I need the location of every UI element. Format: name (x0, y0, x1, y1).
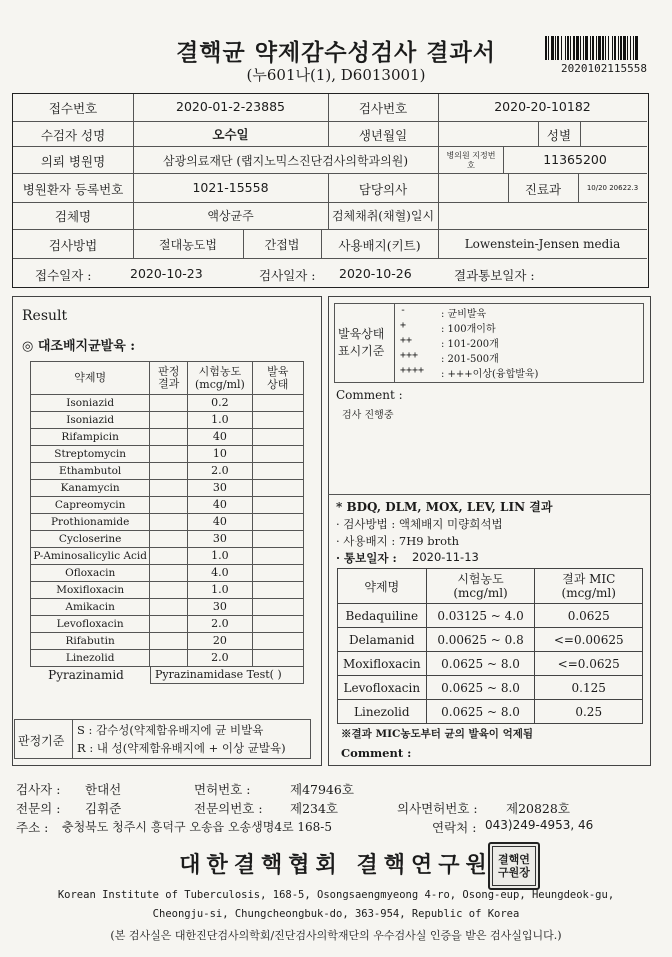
table-row (31, 548, 304, 565)
legend-description: : 100개이하 (441, 324, 496, 335)
mic-drug-name: Moxifloxacin (338, 652, 427, 676)
address-label: 주소 : (16, 820, 49, 835)
drug-growth (252, 548, 303, 565)
reception-no: 2020-01-2-23885 (176, 99, 285, 114)
sex-label: 성별 (546, 128, 572, 143)
barcode-number: 2020102115558 (560, 62, 648, 75)
table-row (338, 700, 643, 724)
specialist-name: 김휘준 (85, 801, 122, 816)
test-no: 2020-20-10182 (494, 99, 591, 114)
doctor-license-label: 의사면허번호 : (397, 801, 478, 816)
tested-date: 2020-10-26 (339, 266, 412, 281)
drug-judgement (150, 582, 188, 599)
col-growth-line2: 상태 (267, 378, 289, 391)
table-row (31, 633, 304, 650)
drug-judgement (150, 548, 188, 565)
drug-concentration: 1.0 (188, 412, 252, 429)
drug-concentration: 20 (188, 633, 252, 650)
medium-name: Lowenstein-Jensen media (464, 237, 621, 251)
table-row (31, 650, 304, 667)
criteria-resistant: R : 내 성(약제함유배지에 + 이상 균발육) (77, 741, 286, 755)
drug-concentration: 40 (188, 514, 252, 531)
table-row (338, 676, 643, 700)
mic-drug-name: Levofloxacin (338, 676, 427, 700)
drug-growth (252, 650, 303, 667)
drug-concentration: 40 (188, 497, 252, 514)
legend-description: : 201-500개 (441, 354, 499, 365)
drug-name: Ofloxacin (31, 565, 150, 582)
drug-name: Rifabutin (31, 633, 150, 650)
legend-description: : 101-200개 (441, 339, 499, 350)
license-label: 면허번호 : (194, 782, 251, 797)
pyrazinamide-name: Pyrazinamid (48, 668, 124, 682)
mic-test-range: 0.0625 ~ 8.0 (426, 700, 535, 724)
col-concentration-line1: 시험농도 (198, 365, 242, 378)
drug-concentration: 2.0 (188, 463, 252, 480)
drug-growth (252, 599, 303, 616)
patient-info-table (12, 93, 649, 288)
drug-concentration: 4.0 (188, 565, 252, 582)
drug-judgement (150, 429, 188, 446)
specimen-name: 액상균주 (207, 209, 254, 223)
barcode (545, 36, 663, 60)
legend-symbol: - (400, 305, 407, 316)
drug-judgement (150, 480, 188, 497)
table-row (31, 497, 304, 514)
contact-label: 연락처 : (432, 820, 477, 835)
specialist-number: 제234호 (290, 801, 339, 816)
table-row (31, 565, 304, 582)
mic-col-drug: 약제명 (338, 569, 427, 604)
specialist-no-label: 전문의번호 : (194, 801, 263, 816)
department-note: 10/20 20622.3 (586, 184, 639, 192)
drug-concentration: 40 (188, 429, 252, 446)
col-judgement-line1: 판정 (158, 365, 180, 378)
notified-date-label: 결과통보일자 : (454, 268, 535, 283)
drug-concentration: 1.0 (188, 548, 252, 565)
method-label: 검사방법 (48, 238, 98, 253)
birth-date-label: 생년월일 (358, 128, 408, 143)
drug-judgement (150, 616, 188, 633)
mic-col-conc-line2: (mcg/ml) (453, 586, 508, 600)
table-row (31, 463, 304, 480)
drug-judgement (150, 633, 188, 650)
method-indirect: 간접법 (264, 238, 300, 252)
drug-name: Isoniazid (31, 412, 150, 429)
collection-label: 검체채취(채혈)일시 (331, 209, 435, 223)
inspector-label: 검사자 : (16, 782, 61, 797)
department-label: 진료과 (524, 182, 562, 197)
drug-growth (252, 633, 303, 650)
org-english-line2: Cheongju-si, Chungcheongbuk-do, 363-954, Republic of Korea (152, 908, 520, 920)
drug-name: Ethambutol (31, 463, 150, 480)
received-date: 2020-10-23 (130, 266, 203, 281)
drug-name: Prothionamide (31, 514, 150, 531)
org-english-line1: Korean Institute of Tuberculosis, 168-5, Osongsaengmyeong 4-ro, Osong-eup, Heungdeok-gu, (57, 889, 615, 901)
patient-reg-no: 1021-15558 (192, 180, 269, 195)
drug-growth (252, 514, 303, 531)
table-row (31, 446, 304, 463)
table-row (338, 604, 643, 628)
drug-judgement (150, 446, 188, 463)
drug-concentration: 30 (188, 599, 252, 616)
mic-col-result-line2: (mcg/ml) (561, 586, 616, 600)
contact-number: 043)249-4953, 46 (485, 818, 594, 832)
col-growth-line1: 발육 (267, 365, 289, 378)
legend-description: : 균비발육 (441, 309, 487, 320)
mic-test-range: 0.00625 ~ 0.8 (426, 628, 535, 652)
growth-legend-label-1: 발육상태 (338, 327, 385, 341)
organization-name: 대한결핵협회 결핵연구원 (179, 852, 493, 878)
table-row (31, 514, 304, 531)
patient-name: 오수일 (212, 127, 249, 142)
drug-growth (252, 531, 303, 548)
new-drugs-notified-label: · 통보일자 : (336, 551, 397, 565)
drug-name: Capreomycin (31, 497, 150, 514)
certification-note: (본 검사실은 대한진단검사의학회/진단검사의학재단의 우수검사실 인증을 받은 검사실입니다.) (110, 929, 562, 942)
document-title: 결핵균 약제감수성검사 결과서 (176, 39, 496, 66)
patient-name-label: 수검자 성명 (40, 128, 106, 143)
drug-growth (252, 497, 303, 514)
inspector-name: 한대선 (85, 782, 122, 797)
mic-drug-name: Delamanid (338, 628, 427, 652)
drug-judgement (150, 412, 188, 429)
reception-no-label: 접수번호 (48, 101, 98, 116)
drug-judgement (150, 514, 188, 531)
table-row (338, 628, 643, 652)
drug-growth (252, 429, 303, 446)
drug-growth (252, 480, 303, 497)
criteria-label: 판정기준 (18, 734, 65, 748)
tested-date-label: 검사일자 : (259, 268, 316, 283)
drug-name: Linezolid (31, 650, 150, 667)
table-row (31, 531, 304, 548)
table-row (31, 412, 304, 429)
hospital-name: 삼광의료재단 (랩지노믹스진단검사의학과의원) (162, 154, 409, 168)
mic-col-conc-line1: 시험농도 (457, 572, 504, 586)
license-number: 제47946호 (290, 782, 354, 797)
organization-seal (488, 842, 540, 890)
drug-judgement (150, 565, 188, 582)
drug-name: Cycloserine (31, 531, 150, 548)
drug-name: Moxifloxacin (31, 582, 150, 599)
mic-result: <=0.00625 (535, 628, 643, 652)
drug-growth (252, 446, 303, 463)
mic-result: 0.25 (535, 700, 643, 724)
mic-result: 0.125 (535, 676, 643, 700)
medium-label: 사용배지(키트) (338, 238, 421, 253)
table-row (31, 395, 304, 412)
drug-judgement (150, 531, 188, 548)
received-date-label: 접수일자 : (35, 268, 92, 283)
drug-growth (252, 582, 303, 599)
document-subtitle: (누601나(1), D6013001) (246, 66, 426, 84)
specimen-label: 검체명 (54, 209, 92, 224)
drug-concentration: 30 (188, 531, 252, 548)
table-row (31, 599, 304, 616)
growth-legend-label-2: 표시기준 (338, 344, 385, 358)
table-row (338, 652, 643, 676)
mic-test-range: 0.03125 ~ 4.0 (426, 604, 535, 628)
specialist-label: 전문의 : (16, 801, 61, 816)
drug-concentration: 1.0 (188, 582, 252, 599)
col-concentration-line2: (mcg/ml) (194, 378, 245, 391)
pyrazinamidase-test: Pyrazinamidase Test( ) (155, 668, 282, 681)
patient-reg-label: 병원환자 등록번호 (22, 182, 124, 197)
mic-test-range: 0.0625 ~ 8.0 (426, 676, 535, 700)
table-row (31, 582, 304, 599)
doctor-label: 담당의사 (358, 182, 408, 197)
drug-concentration: 10 (188, 446, 252, 463)
hospital-label: 의뢰 병원명 (40, 154, 106, 169)
drug-growth (252, 463, 303, 480)
legend-symbol: + (400, 320, 407, 331)
table-row (31, 429, 304, 446)
drug-name: Rifampicin (31, 429, 150, 446)
hospital-code: 11365200 (543, 152, 607, 167)
hospital-code-label: 병의원 지정번호 (446, 151, 496, 170)
control-growth-label: ◎ 대조배지균발육 : (22, 339, 136, 354)
legend-symbol: ++ (400, 335, 413, 346)
col-judgement-line2: 결과 (158, 377, 180, 390)
seal-lettering: 결핵연구원장 (492, 846, 536, 886)
drug-name: Isoniazid (31, 395, 150, 412)
table-row (31, 480, 304, 497)
drug-growth (252, 565, 303, 582)
legend-symbol: ++++ (400, 365, 425, 376)
doctor-license-number: 제20828호 (506, 801, 570, 816)
mic-result: <=0.0625 (535, 652, 643, 676)
new-drugs-notified-date: 2020-11-13 (412, 550, 479, 564)
drug-growth (252, 395, 303, 412)
new-drugs-medium: · 사용배지 : 7H9 broth (336, 534, 460, 548)
mic-comment-label: Comment : (341, 746, 412, 760)
drug-name: Streptomycin (31, 446, 150, 463)
drug-concentration: 30 (188, 480, 252, 497)
comment-label: Comment : (336, 388, 403, 402)
drug-judgement (150, 599, 188, 616)
drug-name: Amikacin (31, 599, 150, 616)
drug-concentration: 2.0 (188, 650, 252, 667)
mic-note: ※결과 MIC농도부터 균의 발육이 억제됨 (341, 728, 534, 740)
drug-name: Kanamycin (31, 480, 150, 497)
drug-judgement (150, 463, 188, 480)
mic-col-result-line1: 결과 MIC (562, 572, 616, 586)
col-drug-name: 약제명 (31, 362, 150, 395)
drug-concentration: 2.0 (188, 616, 252, 633)
mic-test-range: 0.0625 ~ 8.0 (426, 652, 535, 676)
drug-judgement (150, 650, 188, 667)
drug-growth (252, 616, 303, 633)
drug-name: P-Aminosalicylic Acid (31, 548, 150, 565)
drug-growth (252, 412, 303, 429)
criteria-susceptible: S : 감수성(약제함유배지에 균 비발육 (77, 723, 264, 737)
legend-description: : +++이상(융합발육) (441, 369, 539, 380)
test-no-label: 검사번호 (358, 101, 408, 116)
table-row (31, 616, 304, 633)
mic-drug-name: Bedaquiline (338, 604, 427, 628)
mic-result: 0.0625 (535, 604, 643, 628)
result-heading: Result (22, 308, 68, 324)
new-drugs-title: * BDQ, DLM, MOX, LEV, LIN 결과 (336, 500, 553, 514)
address: 충청북도 청주시 흥덕구 오송읍 오송생명4로 168-5 (62, 820, 332, 834)
new-drugs-method: · 검사방법 : 액체배지 미량희석법 (336, 517, 503, 531)
drug-concentration: 0.2 (188, 395, 252, 412)
mic-results-table (337, 568, 643, 724)
legend-symbol: +++ (400, 350, 419, 361)
drug-name: Levofloxacin (31, 616, 150, 633)
drug-susceptibility-table (30, 361, 304, 667)
drug-judgement (150, 395, 188, 412)
method-absolute: 절대농도법 (159, 238, 217, 252)
mic-drug-name: Linezolid (338, 700, 427, 724)
comment-text: 검사 진행중 (342, 410, 394, 421)
drug-judgement (150, 497, 188, 514)
